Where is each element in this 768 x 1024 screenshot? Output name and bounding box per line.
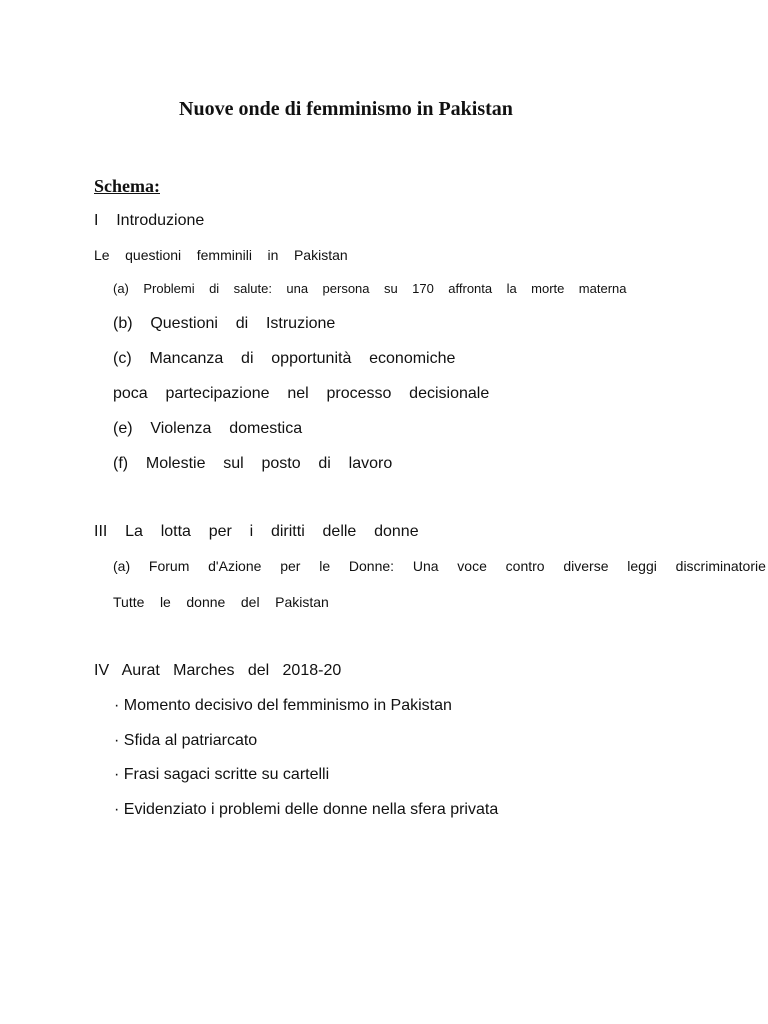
word: diverse	[563, 558, 609, 574]
word: d'Azione	[208, 558, 262, 574]
word: discriminatorie	[675, 558, 766, 574]
section-1-item-d: poca partecipazione nel processo decisionale	[113, 385, 490, 402]
section-3-heading: III La lotta per i diritti delle donne	[94, 523, 419, 540]
section-1-item-b: (b) Questioni di Istruzione	[113, 315, 336, 332]
word: leggi	[627, 558, 657, 574]
word: le	[319, 558, 331, 574]
word: voce	[457, 558, 487, 574]
word: (a)	[113, 558, 131, 574]
word: Donne:	[348, 558, 395, 574]
section-4-bullet-1: · Momento decisivo del femminismo in Pakistan	[114, 697, 452, 714]
section-1-subheading: Le questioni femminili in Pakistan	[94, 247, 348, 263]
section-4-heading: IV Aurat Marches del 2018-20	[94, 662, 342, 679]
section-3-item-b: Tutte le donne del Pakistan	[113, 594, 329, 610]
section-1-item-c: (c) Mancanza di opportunità economiche	[113, 350, 456, 367]
word: contro	[505, 558, 545, 574]
outline-heading: Schema:	[94, 176, 160, 196]
section-1-heading: I Introduzione	[94, 212, 205, 229]
word: Forum	[148, 558, 190, 574]
word: Una	[412, 558, 439, 574]
section-1-item-a: (a) Problemi di salute: una persona su 170 affronta la morte materna	[113, 281, 627, 296]
section-1-item-e: (e) Violenza domestica	[113, 420, 303, 437]
word: per	[280, 558, 301, 574]
section-4-bullet-4: · Evidenziato i problemi delle donne nella sfera privata	[114, 801, 499, 818]
section-1-item-f: (f) Molestie sul posto di lavoro	[113, 455, 393, 472]
document-title: Nuove onde di femminismo in Pakistan	[179, 98, 513, 120]
section-3-item-a	[113, 556, 766, 576]
section-4-bullet-2: · Sfida al patriarcato	[114, 732, 258, 749]
section-4-bullet-3: · Frasi sagaci scritte su cartelli	[114, 766, 330, 783]
